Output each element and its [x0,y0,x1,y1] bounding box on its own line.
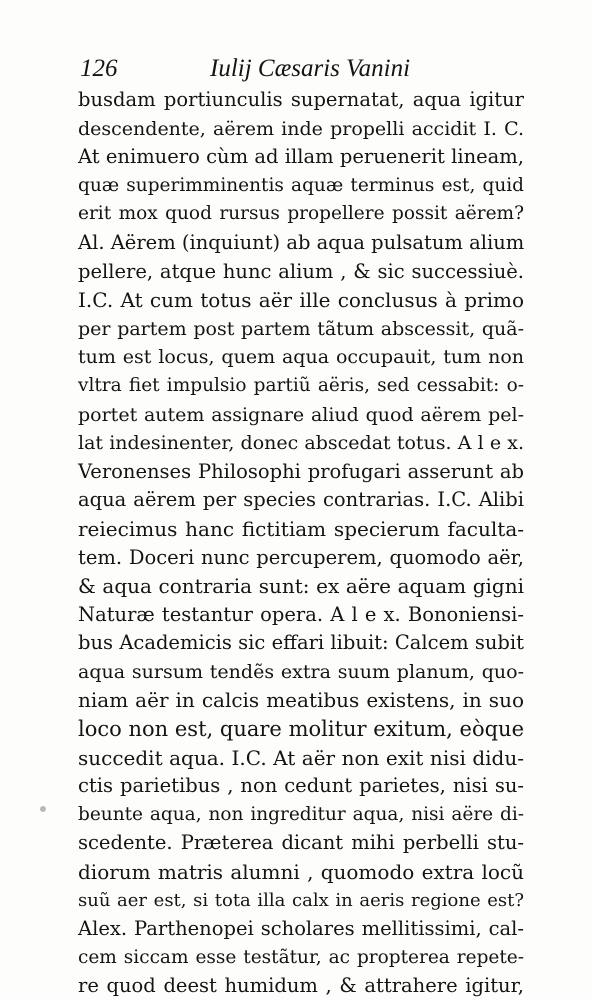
text-line: bus Academicis sic effari libuit: Calcem subit [78,631,524,655]
text-line: succedit aqua. I.C. At aër non exit nisi didu- [78,745,524,770]
running-head: Iulij Cæsaris Vanini [210,55,411,82]
text-line: lat indesinenter, donec abscedat totus. A l e x. [78,432,524,455]
margin-ink-dot [40,806,46,812]
text-line: tem. Doceri nunc percuperem, quomodo aër, [78,545,524,569]
text-line: re quod deest humidum , & attrahere igitur, [78,974,524,998]
text-line: niam aër in calcis meatibus existens, in suo [78,688,524,713]
text-line: loco non est, quare molitur exitum, eòque [78,717,524,742]
text-line: per partem post partem tãtum abscessit, quã- [78,317,524,340]
text-line: Alex. Parthenopei scholares mellitissimi, cal- [78,917,524,941]
text-line: cem siccam esse testãtur, ac propterea repete- [78,946,524,968]
text-line: suũ aer est, si tota illa calx in aeris regione est? [78,889,524,911]
text-line: diorum matris alumni , quomodo extra locũ [78,860,524,885]
text-line: reiecimus hanc fictitiam specierum faculta- [78,516,524,541]
text-line: quæ superimminentis aquæ terminus est, quid [78,174,524,196]
text-line: Veronenses Philosophi profugari asserunt ab [78,459,524,483]
text-line: aqua sursum tendẽs extra suum planum, quo- [78,660,524,683]
page-number: 126 [80,55,118,82]
text-line: beunte aqua, non ingreditur aqua, nisi aëre di- [78,803,524,825]
text-line: descendente, aërem inde propelli accidit I. C. [78,117,524,140]
text-line: portet autem assignare aliud quod aërem pel- [78,403,524,426]
text-line: scedente. Præterea dicant mihi perbelli stu- [78,831,524,855]
text-line: busdam portiunculis supernatat, aqua igitur [78,88,524,111]
text-line: Naturæ testantur opera. A l e x. Bononiensi- [78,602,524,626]
text-line: At enimuero cùm ad illam peruenerit lineam, [78,145,524,169]
text-line: pellere, atque hunc alium , & sic successiuè. [78,259,524,283]
text-line: I.C. At cum totus aër ille conclusus à primo [78,288,524,313]
body-text [78,86,524,1001]
text-line: aqua aërem per species contrarias. I.C. Alibi [78,488,524,512]
text-line: ctis parietibus , non cedunt parietes, nisi su- [78,774,524,798]
text-line: & aqua contraria sunt: ex aëre aquam gigni [78,574,524,599]
text-line: Al. Aërem (inquiunt) ab aqua pulsatum alium [78,230,525,254]
text-line: vltra fiet impulsio partiũ aëris, sed cessabit: o- [78,374,524,396]
page-header [80,52,520,86]
text-line: tum est locus, quem aqua occupauit, tum non [78,346,524,369]
text-line: erit mox quod rursus propellere possit aërem? [78,203,524,225]
